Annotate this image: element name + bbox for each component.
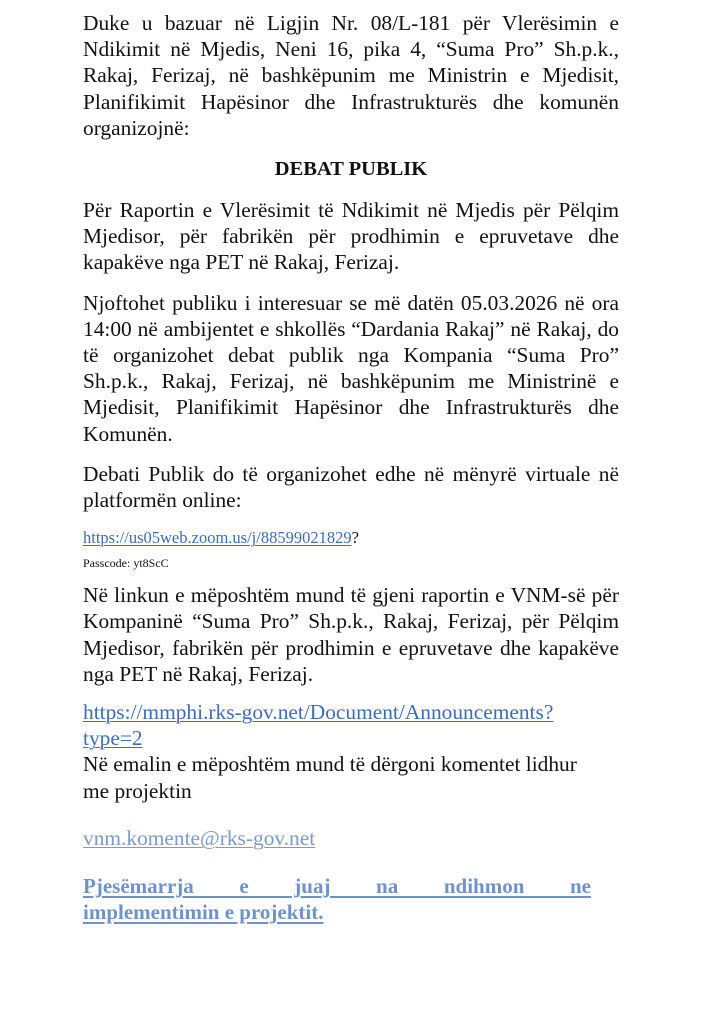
report-link[interactable] (83, 700, 553, 750)
intro-paragraph: Duke u bazuar në Ligjin Nr. 08/L-181 për Vlerësimin e Ndikimit në Mjedis, Neni 16, pika 4, “Suma Pro” Sh.p.k., Rakaj, Ferizaj, në bashkëpunim me Ministrin e Mjedisit, Planifikimit Hapësinor dhe Infrastrukturës dhe komunën organizojnë: (83, 11, 619, 140)
subject-paragraph: Për Raportin e Vlerësimit të Ndikimit në Mjedis për Pëlqim Mjedisor, për fabrikën për prodhimin e epruvetave dhe kapakëve nga PET në Rakaj, Ferizaj. (83, 198, 619, 275)
email-link[interactable]: vnm.komente@rks-gov.net (83, 825, 316, 850)
closing-line-1[interactable]: Pjesëmarrja e juaj na ndihmon ne (83, 874, 591, 899)
closing-line-2[interactable]: implementimin e projektit. (83, 900, 324, 925)
announcement-page (83, 10, 619, 925)
report-link-block (83, 699, 619, 751)
notice-paragraph: Njoftohet publiku i interesuar se më datën 05.03.2026 në ora 14:00 në ambijentet e shkollës “Dardania Rakaj” në Rakaj, do të organizohet debat publik nga Kompania “Suma Pro” Sh.p.k., Rakaj, Ferizaj, në bashkëpunim me Ministrinë e Mjedisit, Planifikimit Hapësinor dhe Infrastrukturës dhe Komunën. (83, 290, 619, 446)
passcode-text: Passcode: yt8ScC (83, 556, 169, 571)
email-paragraph: Në emalin e mëposhtëm mund të dërgoni komentet lidhur me projektin (83, 752, 577, 803)
zoom-link[interactable]: https://us05web.zoom.us/j/88599021829 (83, 528, 352, 548)
closing-block (83, 873, 591, 925)
page-title: DEBAT PUBLIK (274, 158, 428, 181)
email-line (83, 825, 619, 851)
virtual-paragraph: Debati Publik do të organizohet edhe në mënyrë virtuale në platformën online: (83, 461, 619, 513)
zoom-link-line (83, 527, 619, 549)
zoom-link-suffix: ? (351, 528, 359, 548)
report-link-line-2[interactable]: type=2 (83, 726, 143, 751)
report-link-line-1[interactable]: https://mmphi.rks-gov.net/Document/Announcements? (83, 700, 554, 725)
report-paragraph: Në linkun e mëposhtëm mund të gjeni raportin e VNM-së për Kompaninë “Suma Pro” Sh.p.k., Rakaj, Ferizaj, për Pëlqim Mjedisor, fabrikën për prodhimin e epruvetave dhe kapakëve nga PET në Rakaj, Ferizaj. (83, 583, 619, 686)
